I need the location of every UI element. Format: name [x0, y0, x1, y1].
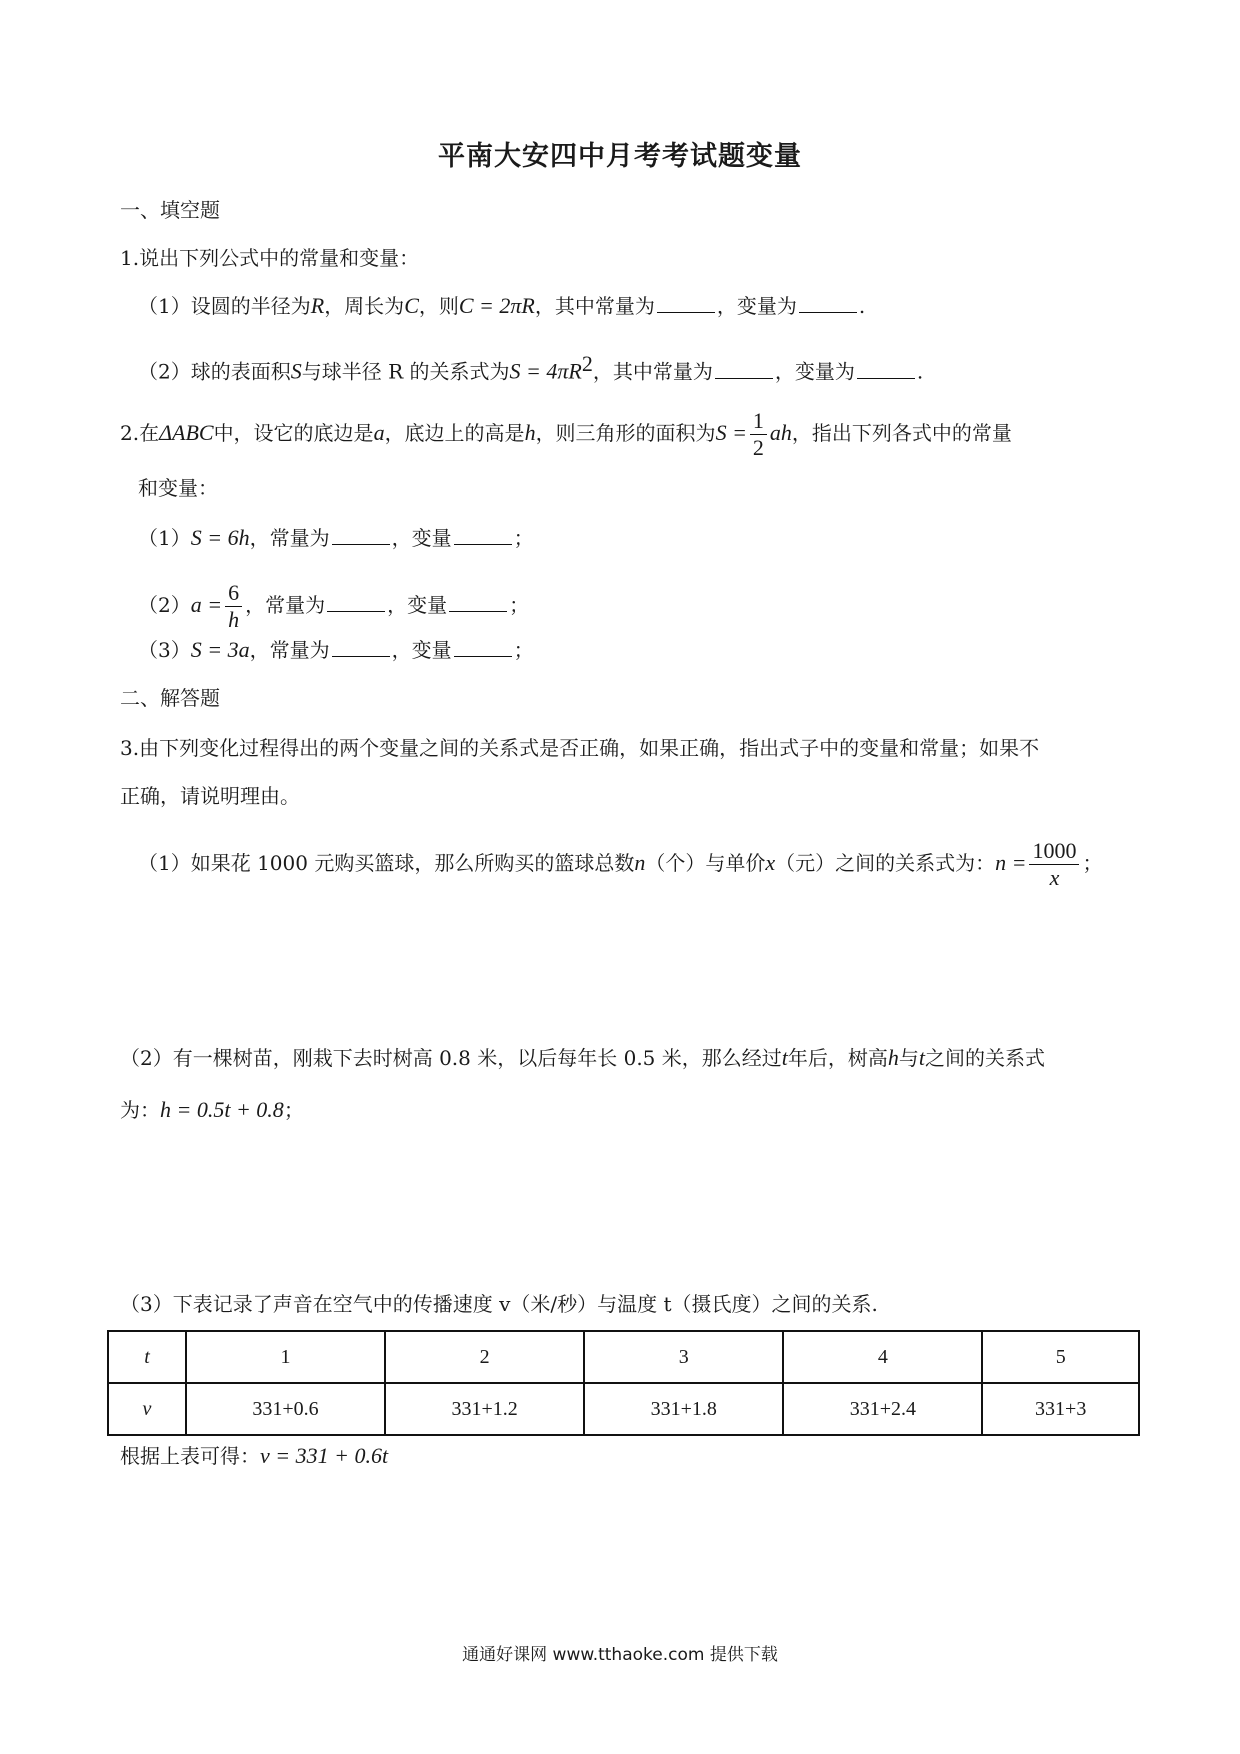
fraction: $\frac{1000}{x}$	[1029, 838, 1079, 891]
row-label: v	[108, 1383, 186, 1435]
formula: C = 2πR	[458, 293, 535, 318]
answer-blank	[657, 292, 715, 313]
fraction: $\frac{6}{h}$	[225, 580, 242, 633]
table-cell: 3	[584, 1331, 783, 1383]
table-cell: 2	[385, 1331, 584, 1383]
answer-blank	[327, 591, 385, 612]
answer-blank	[332, 524, 390, 545]
formula: v = 331 + 0.6t	[260, 1443, 389, 1468]
answer-blank	[799, 292, 857, 313]
table-cell: 5	[982, 1331, 1139, 1383]
question-2-continuation: 和变量：	[138, 476, 218, 500]
table-row	[108, 1331, 1139, 1383]
table-row	[108, 1383, 1139, 1435]
question-2-item-3: （3）S = 3a，常量为 ，变量 ；	[138, 637, 534, 662]
table-cell: 331+1.2	[385, 1383, 584, 1435]
formula: h = 0.5t + 0.8	[160, 1097, 284, 1122]
answer-blank	[715, 358, 773, 379]
question-3-part-2: （2）有一棵树苗，刚栽下去时树高 0.8 米，以后每年长 0.5 米，那么经过t年后，树高h与t之间的关系式	[120, 1045, 1046, 1070]
question-2-item-2: （2）a = $\frac{6}{h}$ ，常量为 ，变量 ；	[138, 580, 530, 632]
question-2-stem: 2.在ΔABC中，设它的底边是a，底边上的高是h，则三角形的面积为S = $\frac{1}{2}$ ah，指出下列各式中的常量	[120, 408, 1012, 460]
speed-temperature-table	[107, 1330, 1140, 1436]
answer-blank	[449, 591, 507, 612]
section-heading-fill-blank: 一、填空题	[120, 198, 220, 222]
page-title: 平南大安四中月考考试题变量	[438, 141, 802, 172]
section-heading-answer: 二、解答题	[120, 686, 220, 710]
question-3-stem-line-2: 正确，请说明理由。	[120, 784, 300, 808]
answer-blank	[857, 358, 915, 379]
table-cell: 331+3	[982, 1383, 1139, 1435]
formula: S = 4πR	[509, 358, 582, 384]
answer-blank	[454, 524, 512, 545]
table-cell: 4	[783, 1331, 982, 1383]
question-2-item-1: （1）S = 6h，常量为 ，变量 ；	[138, 525, 534, 550]
row-label: t	[108, 1331, 186, 1383]
question-3-part-2-formula: 为：h = 0.5t + 0.8；	[120, 1097, 304, 1122]
answer-blank	[332, 636, 390, 657]
table-cell: 1	[186, 1331, 385, 1383]
table-cell: 331+1.8	[584, 1383, 783, 1435]
question-1-part-1: （1）设圆的半径为R，周长为C，则C = 2πR，其中常量为 ，变量为 .	[138, 293, 866, 318]
fraction: $\frac{1}{2}$	[750, 408, 767, 461]
question-1-stem: 1.说出下列公式中的常量和变量：	[120, 246, 420, 270]
page-footer: 通通好课网 www.tthaoke.com 提供下载	[462, 1645, 778, 1665]
table-cell: 331+2.4	[783, 1383, 982, 1435]
question-3-conclusion: 根据上表可得：v = 331 + 0.6t	[120, 1443, 389, 1468]
answer-blank	[454, 636, 512, 657]
table-cell: 331+0.6	[186, 1383, 385, 1435]
question-3-part-1: （1）如果花 1000 元购买篮球，那么所购买的篮球总数n（个）与单价x（元）之间的关系式为：n = $\frac{1000}{x}$ ；	[138, 838, 1103, 890]
question-3-part-3: （3）下表记录了声音在空气中的传播速度 v（米/秒）与温度 t（摄氏度）之间的关系.	[120, 1292, 878, 1316]
question-1-part-2: （2）球的表面积S与球半径 R 的关系式为$S = 4\pi R^2$，其中常量为 ，变量为 .	[138, 351, 924, 384]
question-3-stem-line-1: 3.由下列变化过程得出的两个变量之间的关系式是否正确，如果正确，指出式子中的变量和常量；如果不	[120, 736, 1040, 760]
